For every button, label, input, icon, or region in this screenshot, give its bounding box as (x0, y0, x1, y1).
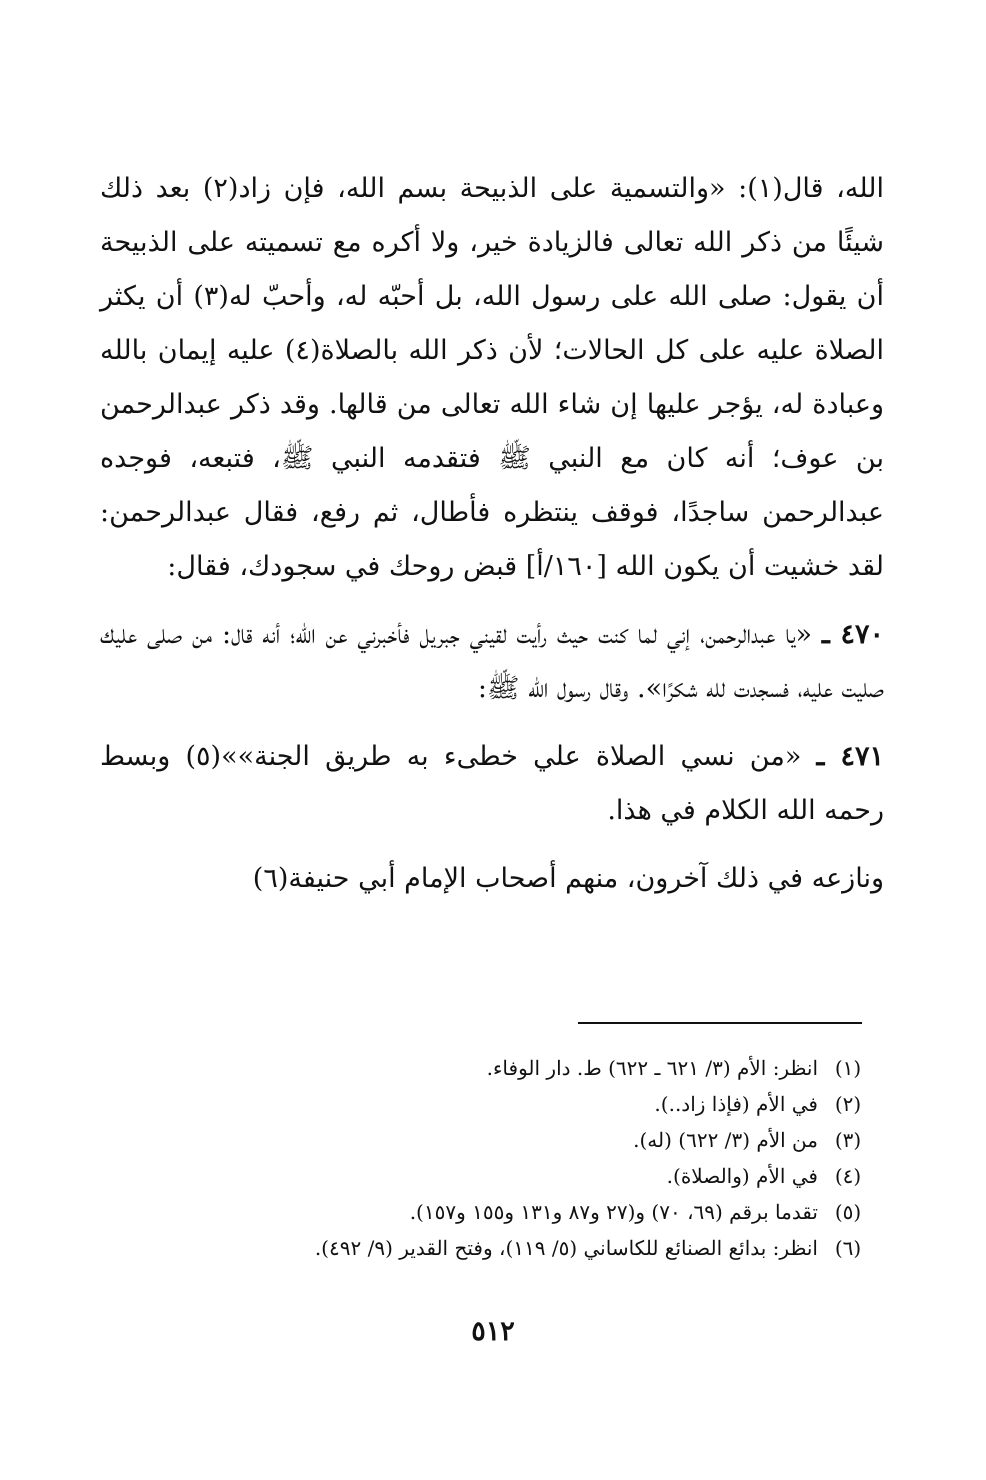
footnote-divider (578, 1022, 862, 1024)
footnote-item (100, 1194, 870, 1230)
footnote-text: في الأم (فإذا زاد..). (654, 1092, 818, 1116)
footnote-text: تقدما برقم (٦٩، ٧٠) و(٢٧ و٨٧ و١٣١ و١٥٥ و١٥٧). (409, 1200, 818, 1224)
hadith-470-number: ٤٧٠ ـ (821, 619, 884, 650)
hadith-471-paragraph (100, 730, 884, 838)
footnote-number: (٤) (834, 1164, 862, 1188)
page-number: ٥١٢ (471, 1316, 515, 1347)
main-text (100, 162, 884, 906)
hadith-470-text: «يا عبدالرحمن، إني لما كنت حيث رأيت لقيني جبريل فأخبرني عن الله؛ أنه قال: من صلى عليك صليت عليه، فسجدت لله شكرًا». وقال رسول الله ﷺ: (100, 619, 884, 704)
footnote-number: (٢) (834, 1092, 862, 1116)
footnote-item (100, 1230, 870, 1266)
footnote-text: من الأم (٣/ ٦٢٢) (له). (633, 1128, 818, 1152)
footnote-item (100, 1050, 870, 1086)
footnote-text: انظر: بدائع الصنائع للكاساني (٥/ ١١٩)، وفتح القدير (٩/ ٤٩٢). (314, 1236, 818, 1260)
closing-paragraph: ونازعه في ذلك آخرون، منهم أصحاب الإمام أبي حنيفة(٦) (252, 863, 884, 894)
hadith-470-paragraph (100, 608, 884, 716)
hadith-471-text: «من نسي الصلاة علي خطىء به طريق الجنة»»(٥) وبسط رحمه الله الكلام في هذا. (100, 741, 884, 826)
footnote-item (100, 1122, 870, 1158)
footnote-number: (٥) (834, 1200, 862, 1224)
footnotes-list (100, 1050, 870, 1266)
footnote-text: في الأم (والصلاة). (666, 1164, 818, 1188)
footnote-item (100, 1158, 870, 1194)
footnote-number: (١) (834, 1056, 862, 1080)
hadith-471-number: ٤٧١ ـ (816, 741, 884, 772)
intro-paragraph: الله، قال(١): «والتسمية على الذبيحة بسم الله، فإن زاد(٢) بعد ذلك شيئًا من ذكر الله تعالى فالزيادة خير، ولا أكره مع تسميته على الذبيحة أن يقول: صلى الله على رسول الله، بل أحبّه له، وأحبّ له(٣) أن يكثر الصلاة عليه على كل الحالات؛ لأن ذكر الله بالصلاة(٤) عليه إيمان بالله وعبادة له، يؤجر عليها إن شاء الله تعالى من قالها. وقد ذكر عبدالرحمن بن عوف؛ أنه كان مع النبي ﷺ فتقدمه النبي ﷺ، فتبعه، فوجده عبدالرحمن ساجدًا، فوقف ينتظره فأطال، ثم رفع، فقال عبدالرحمن: لقد خشيت أن يكون الله [١٦٠/أ] قبض روحك في سجودك، فقال: (100, 173, 885, 582)
footnote-number: (٣) (834, 1128, 862, 1152)
footnote-text: انظر: الأم (٣/ ٦٢١ ـ ٦٢٢) ط. دار الوفاء. (486, 1056, 818, 1080)
footnote-item (100, 1086, 870, 1122)
footnote-number: (٦) (834, 1236, 862, 1260)
